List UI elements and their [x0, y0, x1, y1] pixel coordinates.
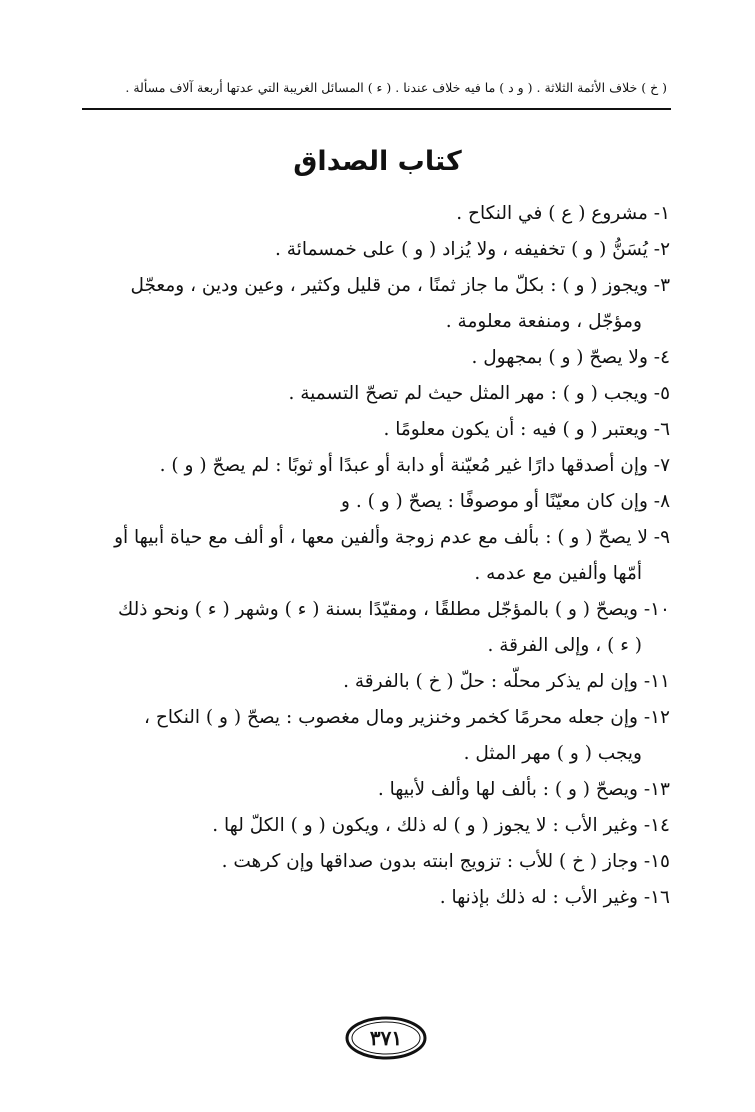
list-item	[95, 412, 670, 448]
item-number: ٢-	[653, 239, 670, 260]
page-number: ٣٧١	[369, 1026, 403, 1050]
list-item	[95, 196, 670, 232]
item-line	[95, 484, 670, 520]
item-number: ٩-	[653, 527, 670, 548]
list-item	[95, 844, 670, 880]
list-item	[95, 232, 670, 268]
list-item	[95, 880, 670, 916]
item-line	[95, 700, 670, 736]
chapter-title: كتاب الصداق	[293, 146, 462, 177]
item-line	[95, 520, 670, 556]
list-item	[95, 592, 670, 664]
item-continuation-line	[95, 304, 670, 340]
item-text: وإن جعله محرمًا كخمر وخنزير ومال مغصوب : يصحّ ( و ) النكاح ،	[144, 707, 638, 728]
list-item	[95, 484, 670, 520]
item-line	[95, 772, 670, 808]
page-number-badge	[345, 1016, 427, 1060]
running-header: ( خ ) خلاف الأئمة الثلاثة . ( و د ) ما فيه خلاف عندنا . ( ء ) المسائل الغريبة التي عدتها أربعة آلاف مسألة .	[125, 80, 667, 95]
item-number: ٥-	[653, 383, 670, 404]
list-item	[95, 700, 670, 772]
item-text: ويجوز ( و ) : بكلّ ما جاز ثمنًا ، من قليل وكثير ، وعين ودين ، ومعجّل	[130, 275, 648, 296]
item-number: ٣-	[653, 275, 670, 296]
item-line	[95, 844, 670, 880]
item-number: ٨-	[653, 491, 670, 512]
item-text: وجاز ( خ ) للأب : تزويج ابنته بدون صداقها وإن كرهت .	[221, 851, 638, 872]
list-item	[95, 340, 670, 376]
item-text: ومؤجّل ، ومنفعة معلومة .	[445, 311, 642, 332]
list-item	[95, 268, 670, 340]
ruling-list	[95, 196, 670, 916]
item-text: مشروع ( ع ) في النكاح .	[456, 203, 648, 224]
list-item	[95, 448, 670, 484]
item-line	[95, 664, 670, 700]
item-line	[95, 592, 670, 628]
item-text: وإن أصدقها دارًا غير مُعيّنة أو دابة أو عبدًا أو ثوبًا : لم يصحّ ( و ) .	[159, 455, 648, 476]
item-text: ويعتبر ( و ) فيه : أن يكون معلومًا .	[383, 419, 648, 440]
item-number: ١٢-	[643, 707, 670, 728]
item-number: ٧-	[653, 455, 670, 476]
list-item	[95, 664, 670, 700]
item-number: ١٣-	[643, 779, 670, 800]
item-line	[95, 268, 670, 304]
item-text: أمّها وألفين مع عدمه .	[474, 563, 642, 584]
item-text: وإن كان معيّنًا أو موصوفًا : يصحّ ( و ) . و	[341, 491, 648, 512]
list-item	[95, 808, 670, 844]
list-item	[95, 772, 670, 808]
item-text: ولا يصحّ ( و ) بمجهول .	[471, 347, 648, 368]
item-line	[95, 232, 670, 268]
item-text: يُسَنُّ ( و ) تخفيفه ، ولا يُزاد ( و ) على خمسمائة .	[274, 239, 648, 260]
item-text: وإن لم يذكر محلّه : حلّ ( خ ) بالفرقة .	[343, 671, 638, 692]
list-item	[95, 376, 670, 412]
item-text: ويجب ( و ) : مهر المثل حيث لم تصحّ التسمية .	[288, 383, 648, 404]
item-number: ١٠-	[643, 599, 670, 620]
item-line	[95, 880, 670, 916]
item-text: لا يصحّ ( و ) : بألف مع عدم زوجة وألفين معها ، أو ألف مع حياة أبيها أو	[114, 527, 648, 548]
item-continuation-line	[95, 556, 670, 592]
item-number: ١٥-	[643, 851, 670, 872]
item-number: ١١-	[643, 671, 670, 692]
item-text: ويصحّ ( و ) : بألف لها وألف لأبيها .	[377, 779, 638, 800]
item-text: ويجب ( و ) مهر المثل .	[463, 743, 642, 764]
item-continuation-line	[95, 628, 670, 664]
item-line	[95, 196, 670, 232]
item-text: وغير الأب : لا يجوز ( و ) له ذلك ، ويكون ( و ) الكلّ لها .	[212, 815, 638, 836]
item-number: ٤-	[653, 347, 670, 368]
item-line	[95, 412, 670, 448]
header-divider	[82, 108, 671, 110]
item-line	[95, 376, 670, 412]
item-text: ويصحّ ( و ) بالمؤجّل مطلقًا ، ومقيّدًا بسنة ( ء ) وشهر ( ء ) ونحو ذلك	[117, 599, 638, 620]
item-number: ١-	[653, 203, 670, 224]
item-text: وغير الأب : له ذلك بإذنها .	[439, 887, 638, 908]
item-text: ( ء ) ، وإلى الفرقة .	[487, 635, 642, 656]
item-number: ١٦-	[643, 887, 670, 908]
item-line	[95, 808, 670, 844]
item-continuation-line	[95, 736, 670, 772]
item-number: ١٤-	[643, 815, 670, 836]
item-line	[95, 340, 670, 376]
list-item	[95, 520, 670, 592]
item-number: ٦-	[653, 419, 670, 440]
item-line	[95, 448, 670, 484]
